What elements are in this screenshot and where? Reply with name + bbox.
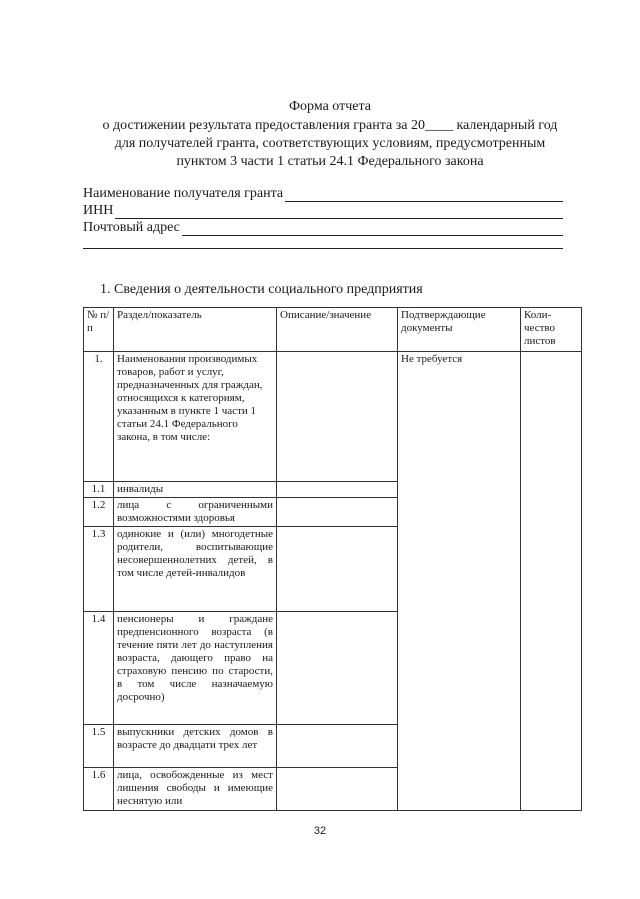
header-documents: Подтверждающие документы (398, 308, 521, 352)
row-description-cell (277, 725, 398, 768)
row-number: 1. (84, 352, 114, 482)
row-number: 1.5 (84, 725, 114, 768)
row-description-cell (277, 498, 398, 527)
address-field (83, 220, 563, 236)
row-description-cell (277, 768, 398, 811)
row-number: 1.6 (84, 768, 114, 811)
header-description: Описание/значение (277, 308, 398, 352)
row-description-cell (277, 352, 398, 482)
row-text: пенсионеры и граждане предпенсионного возраста (в течение пяти лет до наступления возраста, дающего право на страховую пенсию по старости, в том числе назначаемую досрочно) (114, 612, 277, 725)
documents-note-cell: Не требуется (398, 352, 521, 811)
recipient-label: Наименование получателя гранта (83, 186, 284, 201)
recipient-blank-line (285, 188, 563, 202)
form-subtitle-line-2: для получателей гранта, соответствующих условиям, предусмотренным (114, 136, 546, 151)
address-extra-line (83, 248, 563, 249)
activity-table (83, 307, 582, 811)
row-number: 1.4 (84, 612, 114, 725)
row-text: инвалиды (114, 482, 277, 498)
header-section: Раздел/показатель (114, 308, 277, 352)
row-text: лица, освобожденные из мест лишения свободы и имеющие неснятую или (114, 768, 277, 811)
inn-field (83, 203, 563, 219)
address-blank-line (182, 222, 563, 236)
sheets-cell (521, 352, 582, 811)
row-description-cell (277, 482, 398, 498)
form-title: Форма отчета (288, 99, 372, 114)
row-number: 1.2 (84, 498, 114, 527)
inn-label: ИНН (83, 203, 114, 218)
address-label: Почтовый адрес (83, 220, 180, 235)
inn-blank-line (115, 205, 563, 219)
row-text: выпускники детских домов в возрасте до двадцати трех лет (114, 725, 277, 768)
row-description-cell (277, 527, 398, 612)
page-number: 32 (313, 825, 327, 837)
header-sheets: Коли-чество листов (521, 308, 582, 352)
row-description-cell (277, 612, 398, 725)
form-subtitle-line-1: о достижении результата предоставления гранта за 20____ календарный год (102, 118, 558, 133)
table-row (84, 352, 582, 482)
row-number: 1.1 (84, 482, 114, 498)
row-text: Наименования производимых товаров, работ и услуг, предназначенных для граждан, относящихся к категориям, указанным в пункте 1 части 1 статьи 24.1 Федерального закона, в том числе: (114, 352, 277, 482)
table-header-row (84, 308, 582, 352)
header-num: № п/п (84, 308, 114, 352)
recipient-field (83, 186, 563, 202)
row-text: одинокие и (или) многодетные родители, воспитывающие несовершеннолетних детей, в том числе детей-инвалидов (114, 527, 277, 612)
row-text: лица с ограниченными возможностями здоровья (114, 498, 277, 527)
section-title: 1. Сведения о деятельности социального предприятия (100, 282, 423, 297)
form-subtitle-line-3: пунктом 3 части 1 статьи 24.1 Федерального закона (176, 154, 484, 169)
row-number: 1.3 (84, 527, 114, 612)
